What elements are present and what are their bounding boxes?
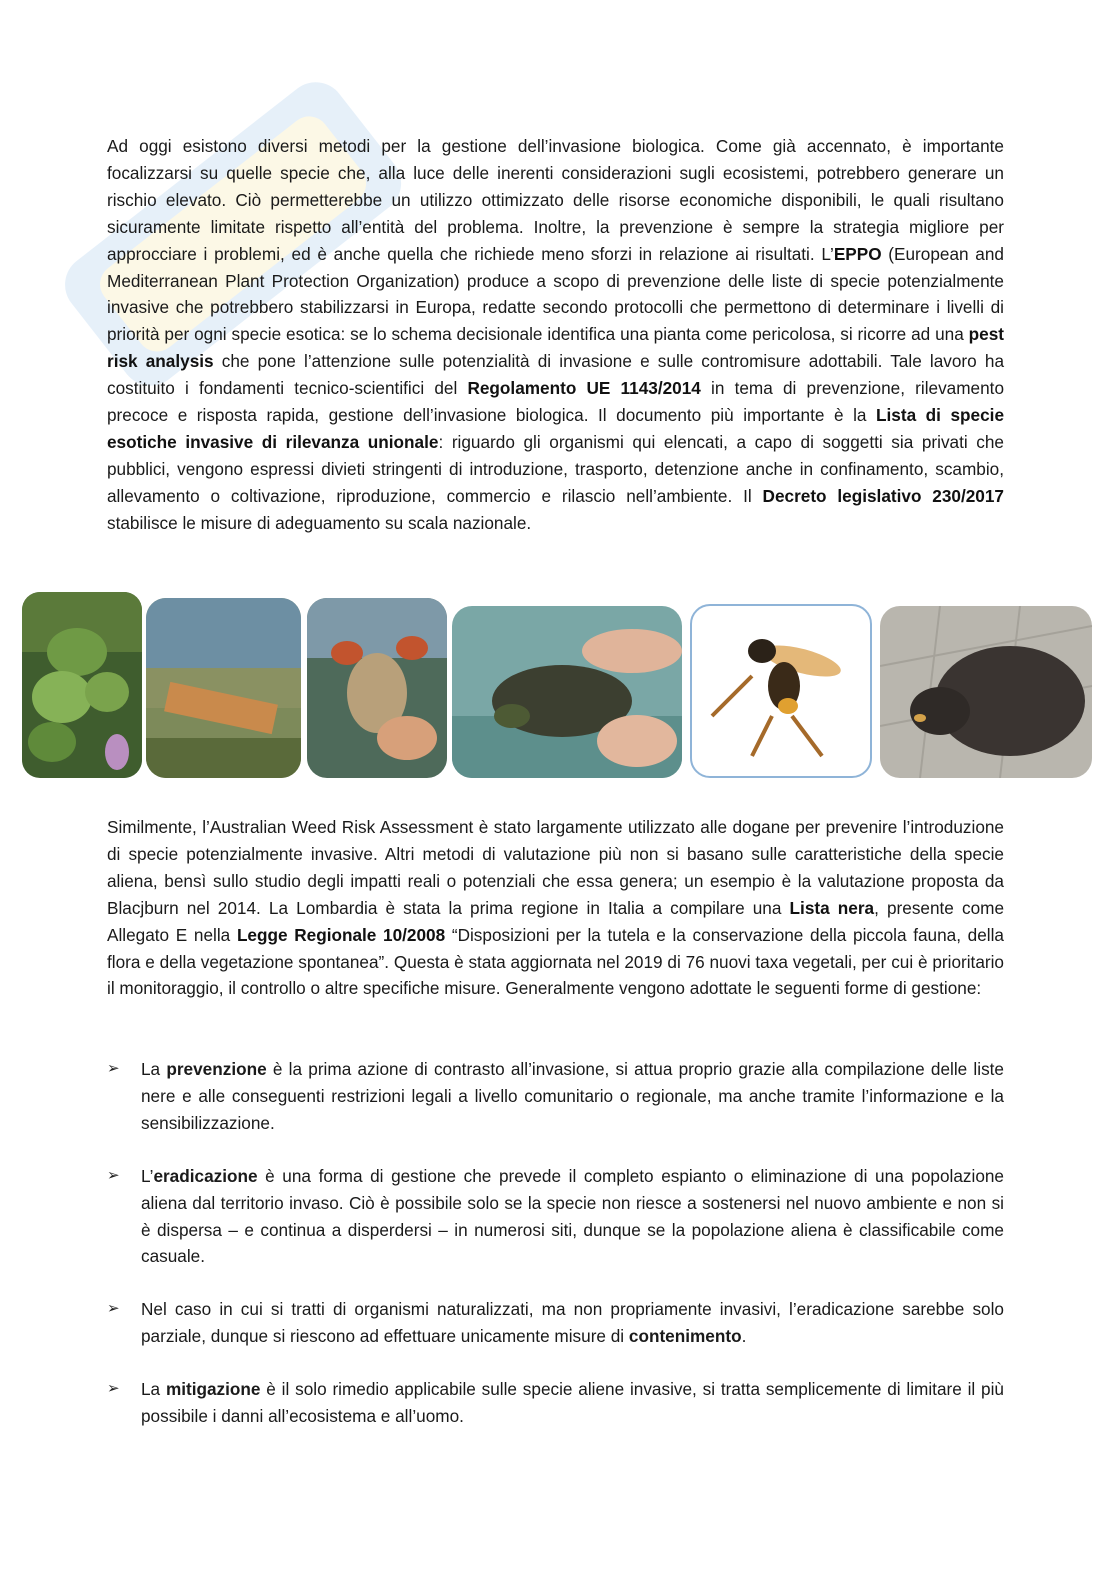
- list-item-eradicazione: ➢ L’eradicazione è una forma di gestione che prevede il completo espianto o eliminazione di una popolazione aliena dal territorio invaso. Ciò è possibile solo se la specie non riesce a sostenersi nel nuovo ambiente e non si è dispersa – e continua a disperdersi – in numerosi siti, dunque se la popolazione aliena è classificabile come casuale.: [107, 1163, 1004, 1271]
- arrow-bullet-icon: ➢: [107, 1300, 120, 1318]
- photo-hornet-frame: [690, 604, 872, 778]
- management-forms-list: [107, 1056, 1004, 1456]
- arrow-bullet-icon: ➢: [107, 1166, 120, 1184]
- photo-crayfish: [307, 598, 447, 778]
- photo-turtle: [452, 606, 682, 778]
- photo-wood-shore: [146, 598, 301, 778]
- arrow-bullet-icon: ➢: [107, 1380, 120, 1398]
- arrow-bullet-icon: ➢: [107, 1060, 120, 1077]
- paragraph-intro: Ad oggi esistono diversi metodi per la gestione dell’invasione biologica. Come già accennato, è importante focalizzarsi su quelle specie che, alla luce delle inerenti considerazioni sugli ecosistemi, potrebbero generare un rischio elevato. Ciò permetterebbe un utilizzo ottimizzato delle risorse economiche disponibili, le quali risultano sicuramente limitate rispetto all’entità del problema. Inoltre, la prevenzione è sempre la strategia migliore per approcciare i problemi, ed è anche quella che richiede meno sforzi in relazione ai risultati. L’EPPO (European and Mediterranean Plant Protection Organization) produce a scopo di prevenzione delle liste di specie potenzialmente invasive che potrebbero stabilizzarsi in Europa, redatte secondo protocolli che permettono di determinare i livelli di priorità per ogni specie esotica: se lo schema decisionale identifica una pianta come pericolosa, si ricorre ad una pest risk analysis che pone l’attenzione sulle potenzialità di invasione e sulle contromisure adottabili. Tale lavoro ha costituito i fondamenti tecnico-scientifici del Regolamento UE 1143/2014 in tema di prevenzione, rilevamento precoce e risposta rapida, gestione dell’invasione biologica. Il documento più importante è la Lista di specie esotiche invasive di rilevanza unionale: riguardo gli organismi qui elencati, a capo di soggetti sia privati che pubblici, vengono espressi divieti stringenti di introduzione, trasporto, detenzione anche in confinamento, scambio, allevamento o coltivazione, riproduzione, commercio e rilascio nell’ambiente. Il Decreto legislativo 230/2017 stabilisce le misure di adeguamento su scala nazionale.: [107, 136, 1005, 533]
- paragraph-risk-assessment: Similmente, l’Australian Weed Risk Assessment è stato largamente utilizzato alle dogane per prevenire l’introduzione di specie potenzialmente invasive. Altri metodi di valutazione più non si basano sulle caratteristiche della specie aliena, bensì sullo studio degli impatti reali o potenziali che essa genera; un esempio è la valutazione proposta da Blacjburn nel 2014. La Lombardia è stata la prima regione in Italia a compilare una Lista nera, presente come Allegato E nella Legge Regionale 10/2008 “Disposizioni per la tutela e la conservazione della piccola fauna, della flora e della vegetazione spontanea”. Questa è stata aggiornata nel 2019 di 76 nuovi taxa vegetali, per cui è prioritario il monitoraggio, il controllo o altre specifiche misure. Generalmente vengono adottate le seguenti forme di gestione:: [107, 817, 1005, 999]
- decreto-term: Decreto legislativo 230/2017: [762, 485, 1004, 506]
- species-photo-strip: [22, 592, 1092, 782]
- hornet-icon: [692, 606, 870, 776]
- lista-nera-term: Lista nera: [789, 897, 875, 918]
- regolamento-term: Regolamento UE 1143/2014: [467, 378, 701, 399]
- eppo-term: EPPO: [833, 243, 882, 264]
- pest-risk-analysis-term: pest risk analysis: [107, 324, 1004, 372]
- list-item-prevenzione: ➢ La prevenzione è la prima azione di contrasto all’invasione, si attua proprio grazie alla compilazione delle liste nere e alle conseguenti restrizioni legali a livello comunitario o regionale, ma anche tramite l’informazione e la sensibilizzazione.: [107, 1056, 1004, 1137]
- photo-nutria: [880, 606, 1092, 778]
- legge-regionale-term: Legge Regionale 10/2008: [236, 924, 446, 945]
- photo-knotweed-plant: [22, 592, 142, 778]
- list-item-mitigazione: ➢ La mitigazione è il solo rimedio applicabile sulle specie aliene invasive, si tratta semplicemente di limitare il più possibile i danni all’ecosistema e all’uomo.: [107, 1376, 1004, 1430]
- list-item-contenimento: ➢ Nel caso in cui si tratti di organismi naturalizzati, ma non propriamente invasivi, l’eradicazione sarebbe solo parziale, dunque si riescono ad effettuare unicamente misure di contenimento.: [107, 1296, 1004, 1350]
- lista-specie-term: Lista di specie esotiche invasive di rilevanza unionale: [107, 405, 1005, 452]
